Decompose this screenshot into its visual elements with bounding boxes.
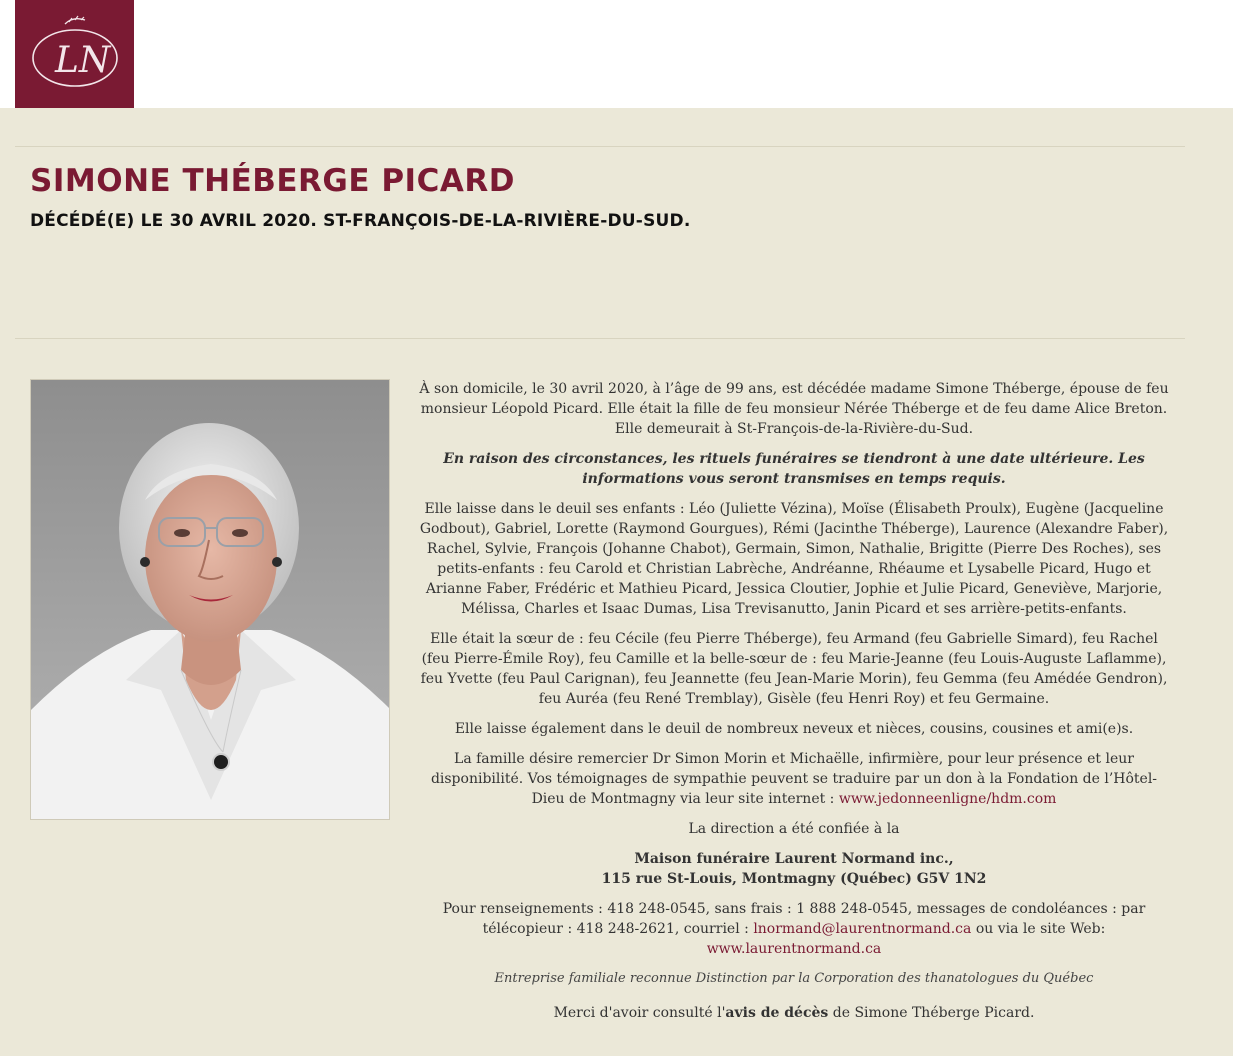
death-date-location: DÉCÉDÉ(E) LE 30 AVRIL 2020. ST-FRANÇOIS-DE-LA-RIVIÈRE-DU-SUD. (30, 211, 691, 231)
logo-emblem-icon (25, 14, 125, 94)
donation-text: La famille désire remercier Dr Simon Morin et Michaëlle, infirmière, pour leur présence et leur disponibilité. Vos témoignages de sympathie peuvent se traduire par un don à la Fondation de l’Hôtel-Dieu de Montmagny via leur site internet : (430, 751, 1158, 807)
funeral-home (417, 849, 1171, 889)
intro-paragraph: À son domicile, le 30 avril 2020, à l’âge de 99 ans, est décédée madame Simone Théberge, épouse de feu monsieur Léopold Picard. Elle était la fille de feu monsieur Nérée Théberge et de feu dame Alice Breton. Elle demeurait à St-François-de-la-Rivière-du-Sud. (419, 381, 1169, 437)
contact-paragraph (417, 899, 1171, 959)
funeral-home-name: Maison funéraire Laurent Normand inc., (634, 851, 954, 867)
contact-text: Pour renseignements : 418 248-0545, sans frais : 1 888 248-0545, messages de condoléances : par télécopieur : 418 248-2621, courriel : (442, 901, 1146, 937)
thanks-bold: avis de décès (725, 1005, 829, 1021)
relatives-paragraph: Elle laisse également dans le deuil de nombreux neveux et nièces, cousins, cousines et ami(e)s. (454, 721, 1134, 737)
family-paragraph: Elle laisse dans le deuil ses enfants : Léo (Juliette Vézina), Moïse (Élisabeth Proulx), Eugène (Jacqueline Godbout), Gabriel, Lorette (Raymond Gourgues), Rémi (Jacinthe Théberge), Laurence (Alexandre Faber), Rachel, Sylvie, François (Johanne Chabot), Germain, Simon, Nathalie, Brigitte (Pierre Des Roches), ses petits-enfants : feu Carold et Christian Labrèche, Andréanne, Rhéaume et Lysabelle Picard, Hugo et Arianne Faber, Frédéric et Mathieu Picard, Jessica Cloutier, Jophie et Julie Picard, Geneviève, Marjorie, Mélissa, Charles et Isaac Dumas, Lisa Trevisanutto, Janin Picard et ses arrière-petits-enfants. (419, 501, 1169, 617)
portrait-photo (30, 379, 390, 820)
donation-link[interactable]: www.jedonneenligne/hdm.com (838, 791, 1057, 807)
website-link[interactable]: www.laurentnormand.ca (706, 941, 882, 957)
logo-letters: LN (54, 40, 110, 81)
divider-top (15, 146, 1185, 147)
deceased-name: SIMONE THÉBERGE PICARD (30, 163, 515, 199)
thanks-donation-paragraph (417, 749, 1171, 809)
thanks-prefix: Merci d'avoir consulté l' (553, 1005, 726, 1021)
siblings-paragraph: Elle était la sœur de : feu Cécile (feu Pierre Théberge), feu Armand (feu Gabrielle Simard), feu Rachel (feu Pierre-Émile Roy), feu Camille et la belle-sœur de : feu Marie-Jeanne (feu Louis-Auguste Laflamme), feu Yvette (feu Paul Carignan), feu Jeannette (feu Jean-Marie Morin), feu Gemma (feu Amédée Gendron), feu Auréa (feu René Tremblay), Gisèle (feu Henri Roy) et feu Germaine. (420, 631, 1168, 707)
logo[interactable] (15, 0, 134, 108)
top-bar (0, 0, 1233, 108)
thanks-suffix: de Simone Théberge Picard. (828, 1005, 1035, 1021)
funeral-home-address: 115 rue St-Louis, Montmagny (Québec) G5V 1N2 (601, 871, 987, 887)
divider-bottom (15, 338, 1185, 339)
contact-web-text: ou via le site Web: (971, 921, 1106, 937)
email-link[interactable]: lnormand@laurentnormand.ca (753, 921, 972, 937)
company-tagline: Entreprise familiale reconnue Distinction par la Corporation des thanatologues du Québec (494, 971, 1094, 986)
direction-text: La direction a été confiée à la (688, 821, 900, 837)
thanks-line (417, 1003, 1171, 1023)
obituary-text (417, 379, 1171, 1033)
circumstances-notice: En raison des circonstances, les rituels funéraires se tiendront à une date ultérieure. Les informations vous seront transmises en temps requis. (443, 451, 1145, 487)
